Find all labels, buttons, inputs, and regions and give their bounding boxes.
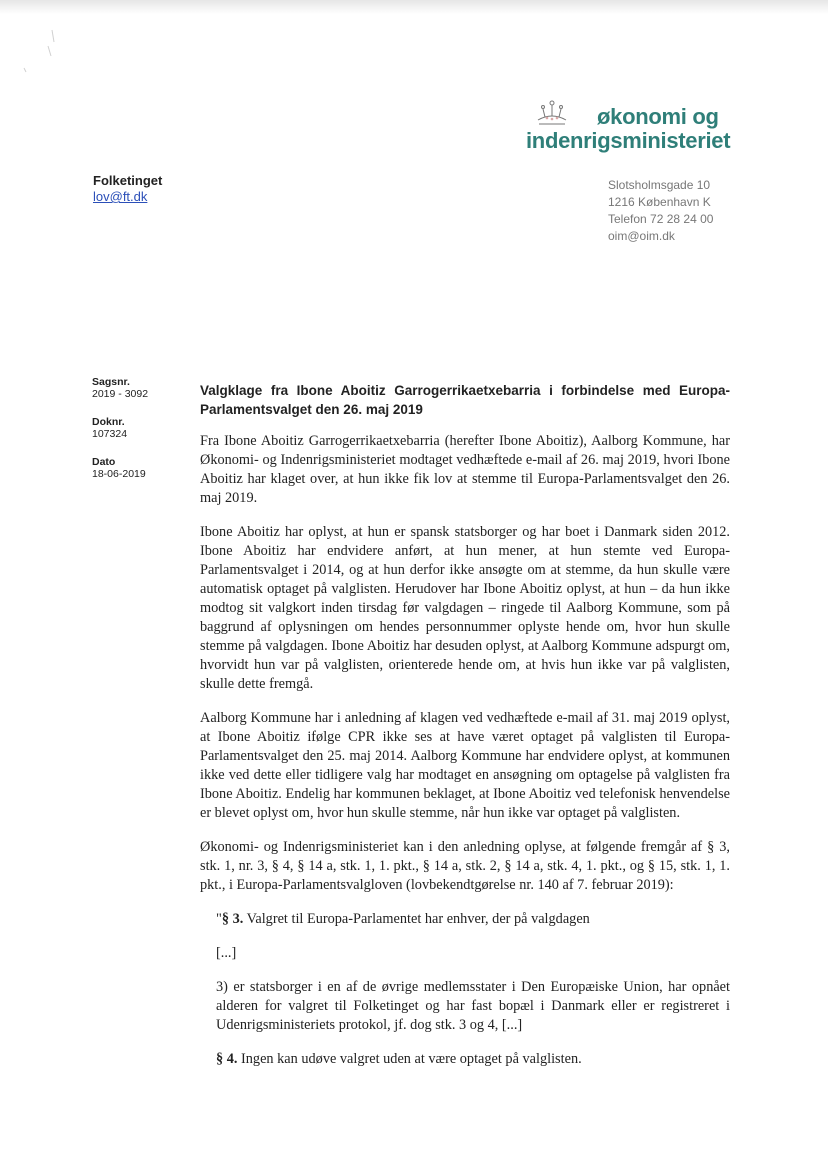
recipient-email-link[interactable]: lov@ft.dk	[93, 189, 148, 204]
paragraph-3: Aalborg Kommune har i anledning af klagen ved vedhæftede e-mail af 31. maj 2019 oplyst, at Ibone Aboitiz ifølge CPR ikke ses at have været optaget på valglisten til Europa-Parlamentsvalget den 25. maj 2014. Aalborg Kommune har endvidere oplyst, at kommunen ikke ved dette eller tidligere valg har modtaget en ansøgning om optagelse på valglisten fra Ibone Aboitiz. Endelig har kommunen beklaget, at Ibone Aboitiz ved telefonisk henvendelse er blevet oplyst om, hvor hun skulle stemme, når hun ikke var optaget på valglisten.	[200, 710, 730, 821]
letter-body	[200, 432, 730, 1084]
sagsnr-value: 2019 - 3092	[92, 388, 149, 400]
letter-subject: Valgklage fra Ibone Aboitiz Garrogerrikaetxebarria i forbindelse med Europa-Parlamentsvalget den 26. maj 2019	[200, 383, 730, 417]
logo-line-2: indenrigsministeriet	[526, 128, 731, 153]
quote-open-mark: "	[216, 911, 222, 927]
address-street: Slotsholmsgade 10	[608, 178, 711, 192]
quote-section-4	[216, 1050, 730, 1069]
address-email: oim@oim.dk	[608, 229, 675, 243]
quote-ellipsis: [...]	[216, 945, 237, 961]
recipient-name: Folketinget	[93, 173, 163, 188]
document-metadata	[92, 376, 148, 496]
address-phone: Telefon 72 28 24 00	[608, 212, 714, 226]
quote-section-3	[216, 910, 730, 929]
dato-value: 18-06-2019	[92, 468, 146, 480]
quote-section-4-text: Ingen kan udøve valgret uden at være optaget på valglisten.	[237, 1051, 582, 1067]
paragraph-4: Økonomi- og Indenrigsministeriet kan i den anledning oplyse, at følgende fremgår af § 3, stk. 1, nr. 3, § 4, § 14 a, stk. 1, 1. pkt., § 14 a, stk. 2, § 14 a, stk. 4, 1. pkt., og § 15, stk. 1, 1. pkt., i Europa-Parlamentsvalgloven (lovbekendtgørelse nr. 140 af 7. februar 2019):	[200, 839, 730, 893]
ministry-logo	[526, 96, 742, 166]
scan-edge	[0, 0, 828, 14]
crown-icon	[534, 98, 570, 128]
logo-line-1: økonomi og	[597, 104, 719, 129]
sagsnr-label: Sagsnr.	[92, 376, 130, 388]
quote-section-3-number: § 3.	[221, 911, 244, 927]
scan-speck	[18, 28, 68, 88]
dato-label: Dato	[92, 456, 116, 468]
paragraph-2: Ibone Aboitiz har oplyst, at hun er spansk statsborger og har boet i Danmark siden 2012. Ibone Aboitiz har endvidere anført, at hun mener, at hun stemte ved Europa-Parlamentsvalget i 2014, og at hun derfor ikke ansøgte om at stemme, da hun skulle være automatisk optaget på valglisten. Herudover har Ibone Aboitiz oplyst, at hun – da hun ikke modtog sit valgkort inden tirsdag før valgdagen – ringede til Aalborg Kommune, som på baggrund af oplysningen om hendes personnummer oplyste hende om, hvor hun skulle stemme på valgdagen. Ibone Aboitiz har desuden oplyst, at Aalborg Kommune adspurgt om, hvorvidt hun var på valglisten, orienterede hende om, at hvis hun ikke var på valglisten, skulle dette fremgå.	[200, 524, 730, 692]
sender-address	[608, 177, 713, 245]
quote-item-3: 3) er statsborger i en af de øvrige medlemsstater i Den Europæiske Union, har opnået alderen for valgret til Folketinget og har fast bopæl i Danmark eller er registreret i Udenrigsministeriets protokol, jf. dog stk. 3 og 4, [...]	[216, 979, 730, 1033]
recipient-block	[93, 173, 162, 205]
address-city: 1216 København K	[608, 195, 711, 209]
quote-section-3-text: Valgret til Europa-Parlamentet har enhver, der på valgdagen	[243, 911, 590, 927]
paragraph-1: Fra Ibone Aboitiz Garrogerrikaetxebarria (herefter Ibone Aboitiz), Aalborg Kommune, har Økonomi- og Indenrigsministeriet modtaget vedhæftede e-mail af 26. maj 2019, hvori Ibone Aboitiz har klaget over, at hun ikke fik lov at stemme til Europa-Parlamentsvalget den 26. maj 2019.	[200, 433, 730, 506]
doknr-label: Doknr.	[92, 416, 125, 428]
quote-section-4-number: § 4.	[216, 1051, 238, 1067]
doknr-value: 107324	[92, 428, 128, 440]
